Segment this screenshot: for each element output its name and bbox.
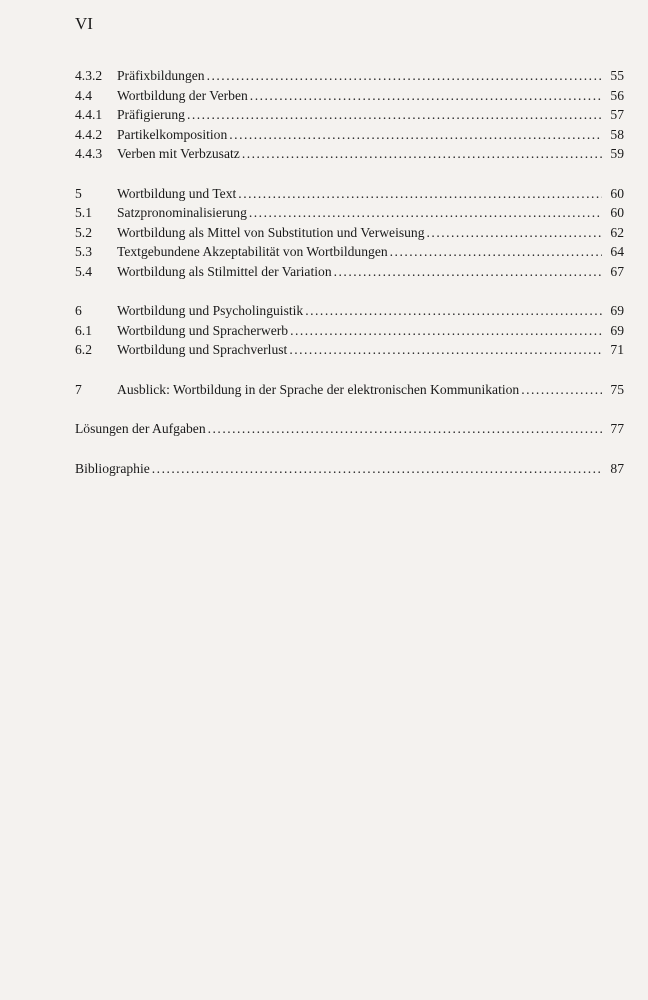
toc-number: 5.1 xyxy=(75,205,92,220)
toc-page: 60 xyxy=(610,205,624,220)
toc-leader xyxy=(334,262,602,282)
toc-leader xyxy=(249,203,602,223)
toc-entry[interactable] xyxy=(75,321,624,341)
toc-entry[interactable] xyxy=(75,66,624,86)
table-of-contents xyxy=(75,66,624,478)
toc-entry[interactable] xyxy=(75,223,624,243)
toc-leader xyxy=(242,144,602,164)
toc-number: 7 xyxy=(75,381,82,397)
toc-title: Ausblick: Wortbildung in der Sprache der elektronischen Kommunikation xyxy=(117,381,520,397)
toc-page: 64 xyxy=(610,244,624,259)
toc-number: 4.3.2 xyxy=(75,68,103,83)
toc-leader xyxy=(250,86,602,106)
toc-leader xyxy=(289,340,602,360)
toc-entry[interactable] xyxy=(75,380,624,400)
toc-page: 55 xyxy=(610,68,624,83)
toc-title: Satzpronominalisierung xyxy=(117,205,247,220)
toc-title: Verben mit Verbzusatz xyxy=(117,146,240,161)
toc-leader xyxy=(521,380,602,400)
toc-leader xyxy=(152,459,602,479)
toc-number: 5.2 xyxy=(75,224,92,240)
toc-number: 5.3 xyxy=(75,244,92,259)
toc-leader xyxy=(208,419,602,439)
toc-number: 4.4.3 xyxy=(75,146,103,161)
toc-page: 67 xyxy=(610,263,624,279)
toc-title: Bibliographie xyxy=(75,460,150,476)
toc-page: 71 xyxy=(610,342,624,357)
toc-entry[interactable] xyxy=(75,184,624,204)
toc-entry[interactable] xyxy=(75,419,624,439)
toc-number: 4.4.2 xyxy=(75,126,103,142)
toc-page: 69 xyxy=(610,303,624,318)
toc-leader xyxy=(290,321,602,341)
toc-title: Lösungen der Aufgaben xyxy=(75,421,206,436)
toc-title: Präfigierung xyxy=(117,107,185,122)
toc-page: 56 xyxy=(610,87,624,103)
toc-entry[interactable] xyxy=(75,301,624,321)
section-gap xyxy=(75,164,624,184)
toc-title: Präfixbildungen xyxy=(117,68,205,83)
toc-page: 69 xyxy=(610,322,624,338)
toc-page: 75 xyxy=(610,381,624,397)
toc-title: Wortbildung und Sprachverlust xyxy=(117,342,288,357)
toc-number: 4.4.1 xyxy=(75,107,103,122)
section-gap xyxy=(75,399,624,419)
toc-entry[interactable] xyxy=(75,203,624,223)
toc-entry[interactable] xyxy=(75,86,624,106)
toc-page: 62 xyxy=(610,224,624,240)
toc-title: Wortbildung und Text xyxy=(117,185,237,201)
toc-page: 77 xyxy=(610,421,624,436)
toc-page: 57 xyxy=(610,107,624,122)
toc-number: 5 xyxy=(75,185,82,201)
toc-title: Wortbildung und Spracherwerb xyxy=(117,322,289,338)
toc-title: Textgebundene Akzeptabilität von Wortbildungen xyxy=(117,244,388,259)
toc-leader xyxy=(229,125,602,145)
section-gap xyxy=(75,281,624,301)
section-gap xyxy=(75,360,624,380)
toc-page: 59 xyxy=(610,146,624,161)
toc-leader xyxy=(187,105,602,125)
toc-leader xyxy=(390,242,602,262)
toc-title: Wortbildung als Stilmittel der Variation xyxy=(117,263,332,279)
toc-leader xyxy=(305,301,602,321)
toc-number: 5.4 xyxy=(75,263,92,279)
toc-number: 4.4 xyxy=(75,87,92,103)
toc-title: Partikelkomposition xyxy=(117,126,228,142)
page-number: VI xyxy=(75,14,93,33)
toc-page: 58 xyxy=(610,126,624,142)
toc-entry[interactable] xyxy=(75,242,624,262)
toc-entry[interactable] xyxy=(75,459,624,479)
toc-number: 6 xyxy=(75,303,82,318)
toc-number: 6.2 xyxy=(75,342,92,357)
toc-page: 87 xyxy=(610,460,624,476)
toc-entry[interactable] xyxy=(75,262,624,282)
toc-entry[interactable] xyxy=(75,340,624,360)
toc-leader xyxy=(238,184,602,204)
section-gap xyxy=(75,439,624,459)
toc-leader xyxy=(207,66,602,86)
toc-page: 60 xyxy=(610,185,624,201)
toc-leader xyxy=(427,223,602,243)
toc-title: Wortbildung der Verben xyxy=(117,87,248,103)
toc-entry[interactable] xyxy=(75,125,624,145)
toc-number: 6.1 xyxy=(75,322,92,338)
toc-entry[interactable] xyxy=(75,105,624,125)
toc-title: Wortbildung als Mittel von Substitution und Verweisung xyxy=(117,224,425,240)
toc-title: Wortbildung und Psycholinguistik xyxy=(117,303,304,318)
toc-entry[interactable] xyxy=(75,144,624,164)
